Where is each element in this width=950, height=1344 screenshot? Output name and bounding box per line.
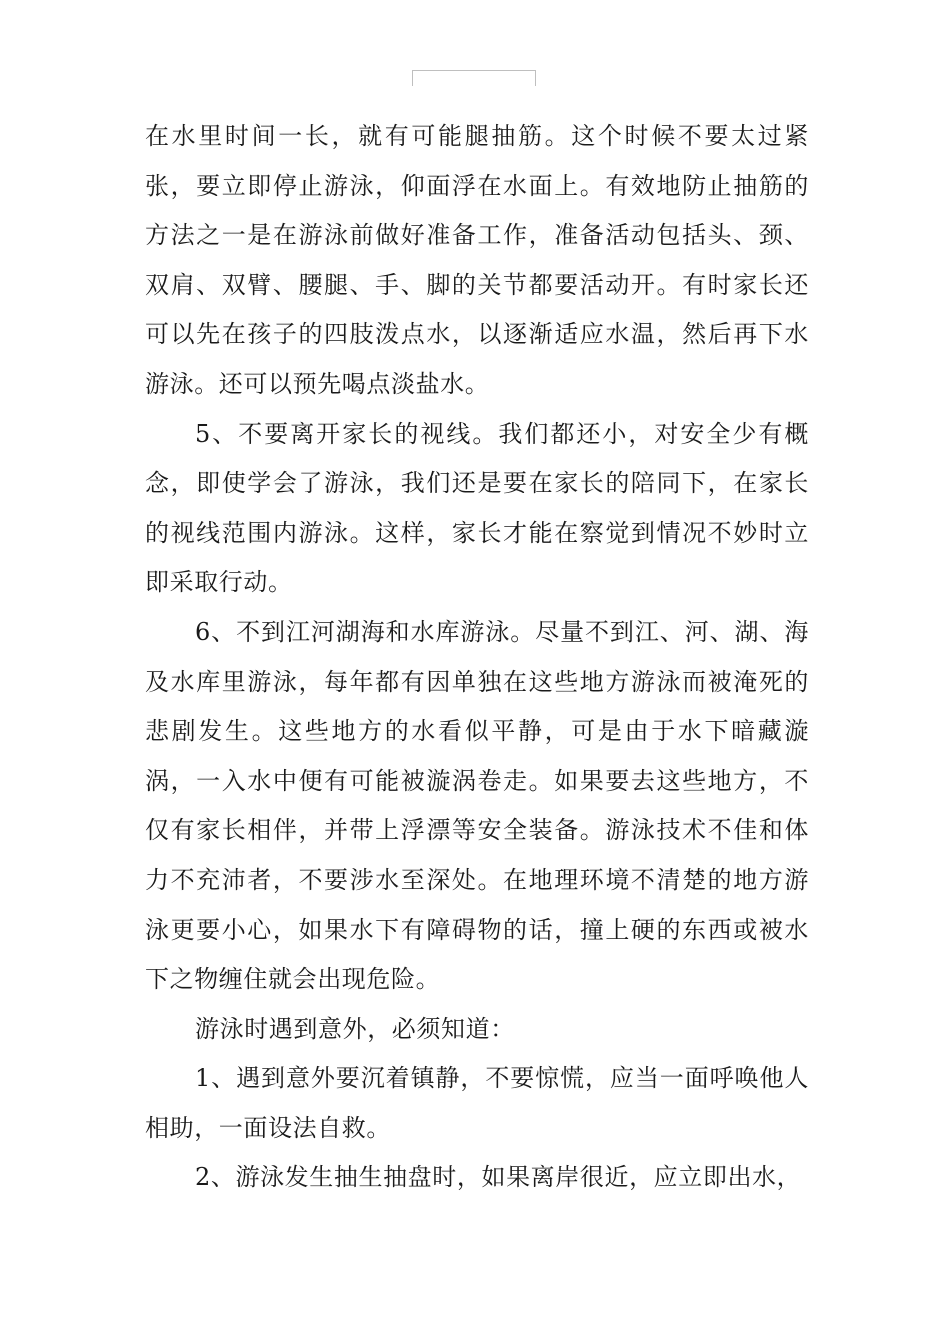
paragraph-cramp-prevention: 在水里时间一长，就有可能腿抽筋。这个时候不要太过紧张，要立即停止游泳，仰面浮在水面上。有效地防止抽筋的方法之一是在游泳前做好准备工作，准备活动包括头、颈、双肩、双臂、腰腿、手、脚的关节都要活动开。有时家长还可以先在孩子的四肢泼点水，以逐渐适应水温，然后再下水游泳。还可以预先喝点淡盐水。 bbox=[145, 122, 809, 398]
document-body bbox=[145, 112, 809, 1203]
page-header-mark bbox=[412, 70, 536, 86]
paragraph-item-6: 6、不到江河湖海和水库游泳。尽量不到江、河、湖、海及水库里游泳，每年都有因单独在这些地方游泳而被淹死的悲剧发生。这些地方的水看似平静，可是由于水下暗藏漩涡，一入水中便有可能被漩涡卷走。如果要去这些地方，不仅有家长相伴，并带上浮漂等安全装备。游泳技术不佳和体力不充沛者，不要涉水至深处。在地理环境不清楚的地方游泳更要小心，如果水下有障碍物的话，撞上硬的东西或被水下之物缠住就会出现危险。 bbox=[145, 617, 809, 994]
paragraph-accident-1: 1、遇到意外要沉着镇静，不要惊慌，应当一面呼唤他人相助，一面设法自救。 bbox=[145, 1064, 809, 1142]
paragraph-item-5: 5、不要离开家长的视线。我们都还小，对安全少有概念，即使学会了游泳，我们还是要在家长的陪同下，在家长的视线范围内游泳。这样，家长才能在察觉到情况不妙时立即采取行动。 bbox=[145, 419, 809, 597]
paragraph-accident-2: 2、游泳发生抽生抽盘时，如果离岸很近，应立即出水， bbox=[195, 1163, 802, 1192]
paragraph-accident-heading: 游泳时遇到意外，必须知道： bbox=[195, 1014, 515, 1043]
